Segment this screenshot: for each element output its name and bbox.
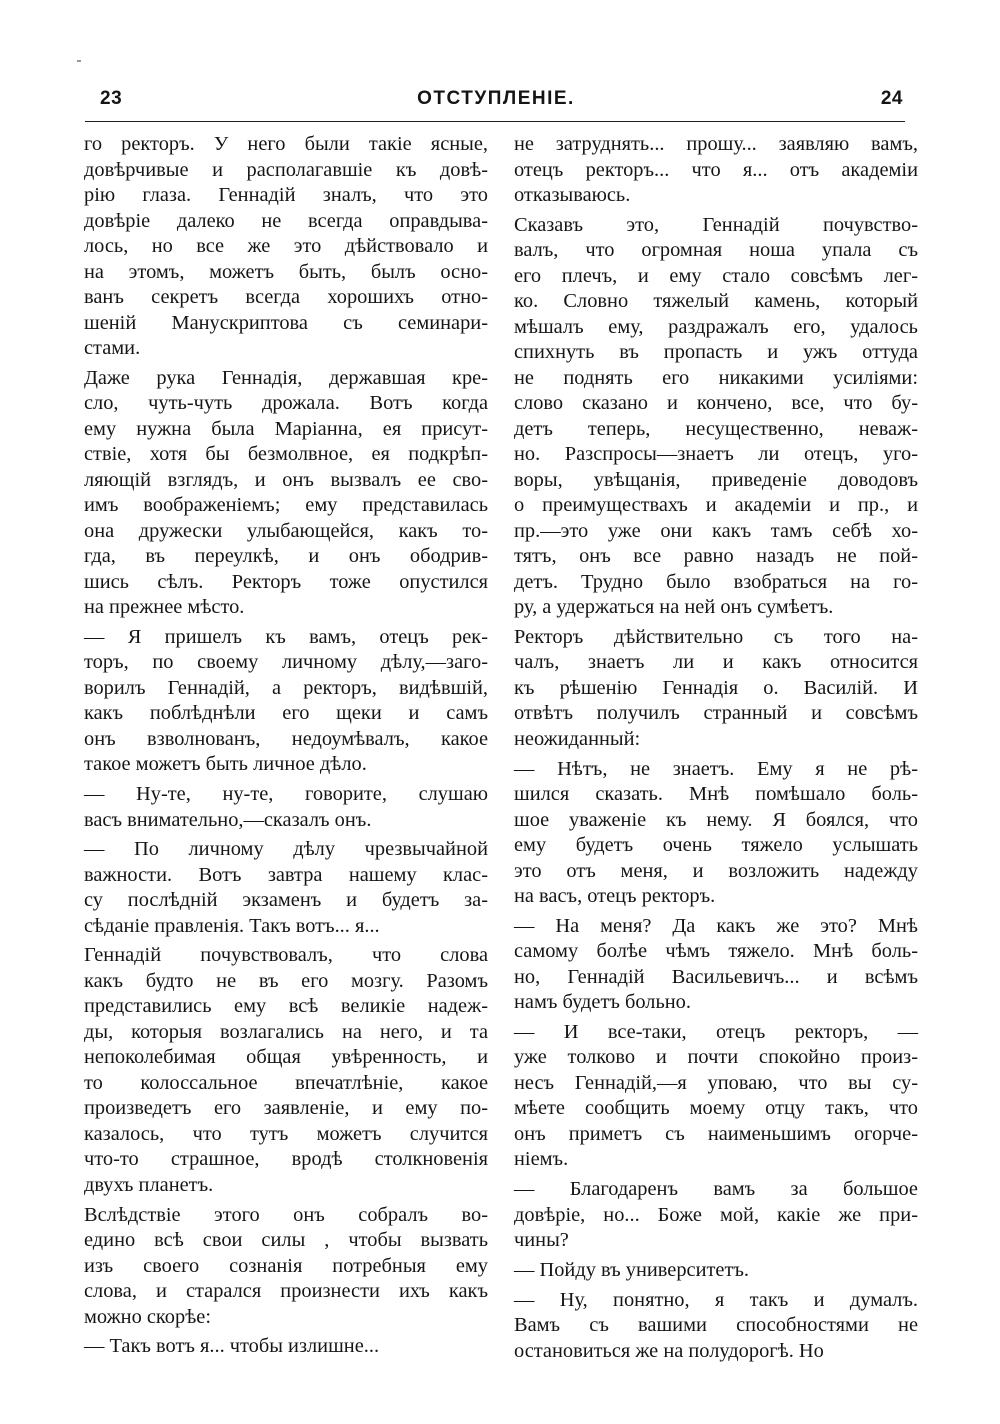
text-line: ему будетъ очень тяжело услышать	[514, 834, 918, 857]
text-line: — На меня? Да какъ же это? Мнѣ	[514, 914, 918, 937]
text-line: ванъ секретъ всегда хорошихъ отно-	[84, 286, 488, 308]
text-line: мѣете сообщить моему отцу такъ, что	[514, 1097, 918, 1120]
paragraph	[514, 1288, 918, 1365]
text-line: что-то страшное, вродѣ столкновенія	[84, 1148, 488, 1171]
text-line: спихнуть въ пропасть и ужъ оттуда	[514, 341, 918, 364]
text-line: довѣрчивые и располагавшіе къ довѣ-	[84, 158, 488, 181]
text-line: тятъ, онъ все равно назадъ не пой-	[514, 545, 918, 568]
text-line: не поднять его никакими усиліями:	[514, 366, 918, 389]
text-line: шился сказать. Мнѣ помѣшало боль-	[514, 783, 918, 806]
text-line: къ рѣшенію Геннадія о. Василій. И	[514, 676, 918, 699]
text-line: она дружески улыбающейся, какъ то-	[84, 519, 488, 542]
text-line: мѣшалъ ему, раздражалъ его, удалось	[514, 315, 918, 338]
text-line: можно скорѣе:	[84, 1305, 211, 1328]
paragraph	[514, 1020, 918, 1173]
paragraph	[84, 1334, 488, 1360]
text-line: торъ, по своему личному дѣлу,—заго-	[84, 651, 488, 674]
text-line: намъ будетъ больно.	[514, 991, 691, 1014]
text-line: су послѣдній экзаменъ и будетъ за-	[84, 889, 488, 912]
text-line: остановиться же на полудорогѣ. Но	[514, 1339, 824, 1362]
text-line: уже толково и почти спокойно произ-	[514, 1046, 918, 1069]
text-line: не затруднять... прошу... заявляю вамъ,	[514, 133, 918, 155]
text-line: но, Геннадій Васильевичъ... и всѣмъ	[514, 965, 918, 988]
page-header	[85, 88, 907, 118]
text-line: важности. Вотъ завтра нашему клас-	[84, 863, 488, 886]
right-column	[514, 132, 918, 1364]
text-line: неожиданный:	[514, 727, 641, 750]
text-line: детъ. Трудно было взобраться на го-	[514, 570, 918, 593]
text-line: слово сказано и кончено, все, что бу-	[514, 392, 918, 415]
text-line: его плечъ, и ему стало совсѣмъ лег-	[514, 264, 918, 287]
text-line: — Такъ вотъ я... чтобы излишне...	[84, 1335, 380, 1358]
paragraph	[514, 914, 918, 1016]
text-line: — И все-таки, отецъ ректоръ, —	[514, 1020, 918, 1043]
text-line: ему нужна была Маріанна, ея присут-	[84, 417, 488, 440]
paragraph	[84, 132, 488, 362]
text-line: го ректоръ. У него были такіе ясные,	[84, 133, 488, 155]
text-line: изъ своего сознанія потребныя ему	[84, 1254, 488, 1277]
text-line: какъ будто не въ его мозгу. Разомъ	[84, 969, 488, 992]
text-line: довѣріе, но... Боже мой, какіе же при-	[514, 1203, 918, 1226]
paragraph	[84, 837, 488, 939]
text-line: отецъ ректоръ... что я... отъ академіи	[514, 158, 918, 181]
paragraph	[84, 1203, 488, 1331]
text-line: стами.	[84, 337, 141, 359]
text-line: валъ, что огромная ноша упала съ	[514, 239, 918, 262]
text-line: ру, а удержаться на ней онъ сумѣетъ.	[514, 596, 834, 619]
text-line: самому болѣе чѣмъ тяжело. Мнѣ боль-	[514, 940, 918, 963]
text-line: — Ну-те, ну-те, говорите, слушаю	[84, 783, 488, 806]
page-number-left: 23	[100, 88, 123, 109]
text-line: Ректоръ дѣйствительно съ того на-	[514, 625, 918, 648]
text-line: непоколебимая общая увѣренность, и	[84, 1046, 488, 1069]
paragraph	[84, 366, 488, 621]
page-number-right: 24	[880, 88, 903, 109]
text-line: лось, но все же это дѣйствовало и	[84, 235, 488, 257]
text-line: шись сѣлъ. Ректоръ тоже опустился	[84, 570, 488, 593]
text-line: рію глаза. Геннадій зналъ, что это	[84, 184, 488, 206]
text-line: чалъ, знаетъ ли и какъ относится	[514, 651, 918, 674]
text-line: но. Разспросы—знаетъ ли отецъ, уго-	[514, 443, 918, 466]
text-line: едино всѣ свои силы , чтобы вызвать	[84, 1229, 488, 1252]
text-line: произведетъ его заявленіе, и ему по-	[84, 1097, 488, 1120]
text-line: шеній Манускриптова съ семинари-	[84, 311, 488, 334]
paragraph	[514, 757, 918, 910]
text-line: имъ воображеніемъ; ему представилась	[84, 494, 488, 517]
paragraph	[84, 625, 488, 778]
text-line: — Благодаренъ вамъ за большое	[514, 1178, 918, 1201]
text-line: Вамъ съ вашими способностями не	[514, 1314, 918, 1336]
text-line: пр.—это уже они какъ тамъ себѣ хо-	[514, 519, 918, 542]
running-title: ОТСТУПЛЕНІЕ.	[417, 88, 575, 109]
text-line: — Ну, понятно, я такъ и думалъ.	[514, 1288, 918, 1311]
text-line: ко. Словно тяжелый камень, который	[514, 290, 918, 313]
text-line: ды, которыя возлагались на него, и та	[84, 1020, 488, 1043]
paragraph	[514, 1177, 918, 1254]
text-line: отказываюсь.	[514, 184, 631, 206]
header-rule	[85, 121, 905, 122]
text-line: слова, и старался произнести ихъ какъ	[84, 1280, 488, 1303]
text-line: онъ приметъ съ наименьшимъ огорче-	[514, 1122, 918, 1145]
text-line: — Я пришелъ къ вамъ, отецъ рек-	[84, 625, 488, 648]
text-line: ствіе, хотя бы безмолвное, ея подкрѣп-	[84, 443, 488, 466]
text-line: на васъ, отецъ ректоръ.	[514, 885, 716, 908]
paragraph	[84, 782, 488, 833]
text-line: шое уваженіе къ нему. Я боялся, что	[514, 808, 918, 831]
text-line: Геннадій почувствовалъ, что слова	[84, 944, 488, 967]
text-line: довѣріе далеко не всегда оправдыва-	[84, 209, 488, 232]
text-line: онъ взволнованъ, недоумѣвалъ, какое	[84, 727, 488, 750]
text-line: на этомъ, можетъ быть, былъ осно-	[84, 260, 488, 283]
text-line: на прежнее мѣсто.	[84, 596, 245, 619]
text-line: сло, чуть-чуть дрожала. Вотъ когда	[84, 392, 488, 415]
text-line: двухъ планетъ.	[84, 1173, 214, 1196]
text-line: гда, въ переулкѣ, и онъ ободрив-	[84, 545, 488, 568]
left-column	[84, 132, 488, 1360]
text-line: васъ внимательно,—сказалъ онъ.	[84, 808, 372, 831]
text-line: о преимуществахъ и академіи и пр., и	[514, 494, 918, 517]
text-line: — Пойду въ университетъ.	[514, 1258, 749, 1281]
text-line: такое можетъ быть личное дѣло.	[84, 753, 367, 776]
text-line: несъ Геннадій,—я уповаю, что вы су-	[514, 1071, 918, 1094]
text-line: ворилъ Геннадій, а ректоръ, видѣвшій,	[84, 676, 488, 699]
paragraph	[514, 625, 918, 753]
text-line: сѣданіе правленія. Такъ вотъ... я...	[84, 914, 380, 937]
text-line: это отъ меня, и возложить надежду	[514, 859, 918, 882]
text-line: какъ поблѣднѣли его щеки и самъ	[84, 702, 488, 725]
text-line: воры, увѣщанія, приведеніе доводовъ	[514, 468, 918, 491]
text-line: чины?	[514, 1229, 569, 1252]
text-line: ляющій взглядъ, и онъ вызвалъ ее сво-	[84, 468, 488, 491]
text-line: детъ теперь, несущественно, неваж-	[514, 417, 918, 440]
text-line: — По личному дѣлу чрезвычайной	[84, 838, 488, 861]
paragraph	[84, 943, 488, 1198]
text-line: казалось, что тутъ можетъ случится	[84, 1122, 488, 1145]
text-line: — Нѣтъ, не знаетъ. Ему я не рѣ-	[514, 757, 918, 780]
text-line: Даже рука Геннадія, державшая кре-	[84, 366, 488, 389]
text-line: Вслѣдствіе этого онъ собралъ во-	[84, 1203, 488, 1226]
paragraph	[514, 132, 918, 209]
text-line: представились ему всѣ великіе надеж-	[84, 995, 488, 1018]
print-speck	[77, 60, 81, 62]
text-line: то колоссальное впечатлѣніе, какое	[84, 1071, 488, 1094]
text-line: отвѣтъ получилъ странный и совсѣмъ	[514, 702, 918, 725]
paragraph	[514, 1258, 918, 1284]
paragraph	[514, 213, 918, 621]
text-line: ніемъ.	[514, 1148, 569, 1171]
text-line: Сказавъ это, Геннадій почувство-	[514, 213, 918, 236]
